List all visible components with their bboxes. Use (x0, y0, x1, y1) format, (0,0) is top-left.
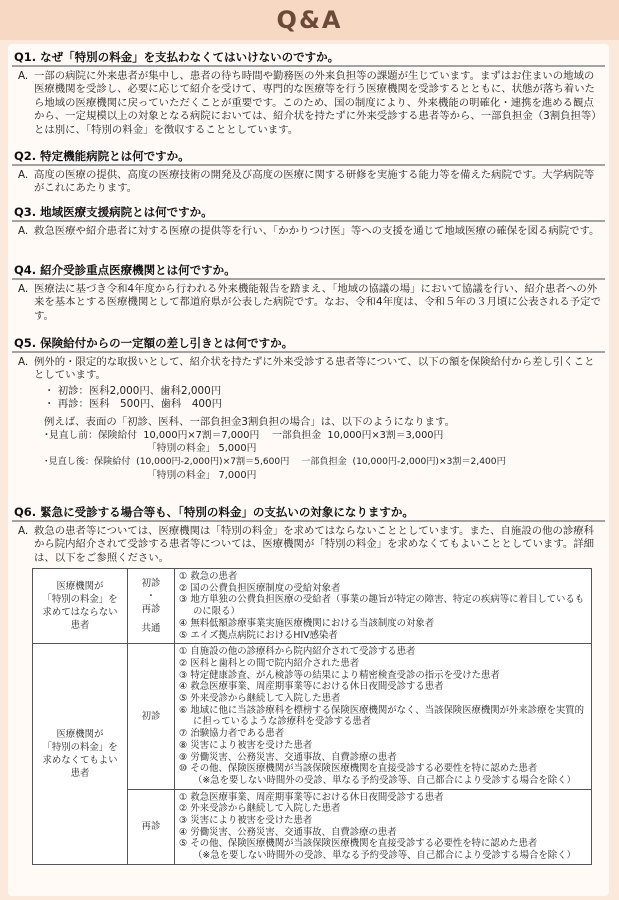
example-after: ･見直し後：保険給付 (10,000円-2,000円)×7割＝5,600円 一部負担金 (10,000円-2,000円)×3割＝2,400円 (44, 456, 506, 467)
answer-6: A. 救急の患者等については、医療機関は「特別の料金」を求めてはならないこととしています。また、自施設の他の診療科から院内紹介されて受診する患者等については、医療機関が「特別の料金」を求めなくてもよいこととしています。詳細は、以下をご参照ください。 (18, 525, 595, 564)
fee-line: ・ 初診：医科2,000円、歯科2,000円 (44, 384, 222, 397)
list-note: （※急を要しない時間外の受診、単なる予約受診等、自己都合により受診する場合を除く） (193, 774, 576, 786)
patient-list (175, 569, 592, 644)
list-item: ③ 地方単独の公費負担医療の受給者（事業の趣旨が特定の障害、特定の疾病等に着目しているものに限る） (179, 594, 585, 618)
table-row (33, 644, 592, 789)
question-4: Q4. 紹介受診重点医療機関とは何ですか。 (14, 263, 236, 277)
answer-2: A. 高度の医療の提供、高度の医療技術の開発及び高度の医療に関する研修を実施する能力等を備えた病院です。大学病院等がこれにあたります。 (18, 169, 595, 195)
list-item: ② 外来受診から継続して入院した患者 (179, 803, 341, 815)
qa-item-1 (8, 50, 609, 137)
patient-list (175, 644, 592, 789)
example-before: ･見直し前：保険給付 10,000円×7割＝7,000円 一部負担金 10,000円×3割＝3,000円 (44, 430, 444, 442)
question-1: Q1. なぜ「特別の料金」を支払わなくてはいけないのですか。 (14, 50, 340, 64)
list-item: ④ 救急医療事業、周産期事業等における休日夜間受診する患者 (179, 681, 444, 693)
table-row (33, 569, 592, 644)
question-5: Q5. 保険給付からの一定額の差し引きとは何ですか。 (14, 336, 294, 350)
group-label: 医療機関が 「特別の料金」を 求めてはならない 患者 (33, 569, 128, 644)
list-item: ② 医科と歯科との間で院内紹介された患者 (179, 657, 360, 669)
list-item: ① 自施設の他の診療科から院内紹介されて受診する患者 (179, 646, 416, 658)
answer-1: A. 一部の病院に外来患者が集中し、患者の待ち時間や勤務医の外来負担等の課題が生じています。まずはお住まいの地域の医療機関を受診し、必要に応じて紹介を受けて、専門的な医療等を行う医療機関を受診するとともに、状態が落ち着いたら地域の医療機関に戻っていただくことが重要です。このため、国の制度により、外来機能の明確化・連携を進める観点から、一定規模以上の対象となる病院においては、紹介状を持たずに外来受診する患者等から、一部負担金（3割負担等）とは別に、「特別の料金」を徴収することとしています。 (18, 70, 602, 136)
list-item: ④ 労働災害、公務災害、交通事故、自費診療の患者 (179, 826, 397, 838)
list-item: ④ 無料低額診療事業実施医療機関における当該制度の対象者 (179, 617, 435, 629)
question-3: Q3. 地域医療支援病院とは何ですか。 (14, 205, 213, 219)
qa-item-2 (8, 149, 609, 196)
list-item: ⑨ 労働災害、公務災害、交通事故、自費診療の患者 (179, 751, 397, 763)
example-before-fee: 「特別の料金」 5,000円 (44, 443, 257, 455)
qa-card (8, 44, 609, 896)
list-item: ③ 特定健康診査、がん検診等の結果により精密検査受診の指示を受けた患者 (179, 669, 500, 681)
qa-item-4 (8, 263, 609, 323)
visit-type: 再診 (128, 789, 175, 864)
list-note: （※急を要しない時間外の受診、単なる予約受診等、自己都合により受診する場合を除く） (193, 850, 576, 862)
example-intro: 例えば、表面の「初診、医科、一部負担金3割負担の場合」は、以下のようになります。 (44, 415, 456, 428)
qa-item-5 (8, 336, 609, 483)
fee-line: ・ 再診：医科 500円、歯科 400円 (44, 398, 223, 411)
list-item: ② 国の公費負担医療制度の受給対象者 (179, 582, 341, 594)
list-item: ⑥ 地域に他に当該診療科を標榜する保険医療機関がなく、当該保険医療機関が外来診療を実質的に担っているような診療科を受診する患者 (179, 704, 584, 728)
example-after-fee: 「特別の料金」 7,000円 (44, 470, 257, 482)
list-item: ⑤ 外来受診から継続して入院した患者 (179, 693, 341, 705)
list-item: ⑤ その他、保険医療機関が当該保険医療機関を直接受診する必要性を特に認めた患者 (179, 838, 538, 850)
list-item: ① 救急医療事業、周産期事業等における休日夜間受診する患者 (179, 791, 444, 803)
list-item: ⑩ その他、保険医療機関が当該保険医療機関を直接受診する必要性を特に認めた患者 (179, 763, 538, 775)
list-item: ③ 災害により被害を受けた患者 (179, 815, 313, 827)
list-item: ⑤ エイズ拠点病院におけるHIV感染者 (179, 629, 338, 641)
answer-4: A. 医療法に基づき令和4年度から行われる外来機能報告を踏まえ、「地域の協議の場」において協議を行い、紹介患者への外来を基本とする医療機関として都道府県が公表した病院です。なお、令和4年度は、令和５年の３月頃に公表される予定です。 (18, 283, 601, 322)
page-title: Q&A (0, 0, 619, 40)
list-item: ⑦ 治験協力者である患者 (179, 728, 285, 740)
answer-5: A. 例外的・限定的な取扱いとして、紹介状を持たずに外来受診する患者等について、以下の額を保険給付から差し引くこととしています。 (18, 356, 595, 382)
list-item: ⑧ 災害により被害を受けた患者 (179, 739, 313, 751)
exemption-table (32, 568, 592, 865)
group-label: 医療機関が 「特別の料金」を 求めなくてもよい 患者 (33, 644, 128, 865)
question-6: Q6. 緊急に受診する場合等も、「特別の料金」の支払いの対象になりますか。 (14, 505, 414, 519)
patient-list (175, 789, 592, 864)
qa-item-3 (8, 205, 609, 238)
answer-3: A. 救急医療や紹介患者に対する医療の提供等を行い、「かかりつけ医」等への支援を通じて地域医療の確保を図る病院です。 (18, 225, 600, 237)
list-item: ① 救急の患者 (179, 571, 238, 582)
visit-type: 初診 (128, 644, 175, 789)
qa-item-6 (8, 505, 609, 565)
question-2: Q2. 特定機能病院とは何ですか。 (14, 149, 190, 163)
visit-type: 初診 ・ 再診 共通 (128, 569, 175, 644)
fee-examples (8, 383, 609, 483)
